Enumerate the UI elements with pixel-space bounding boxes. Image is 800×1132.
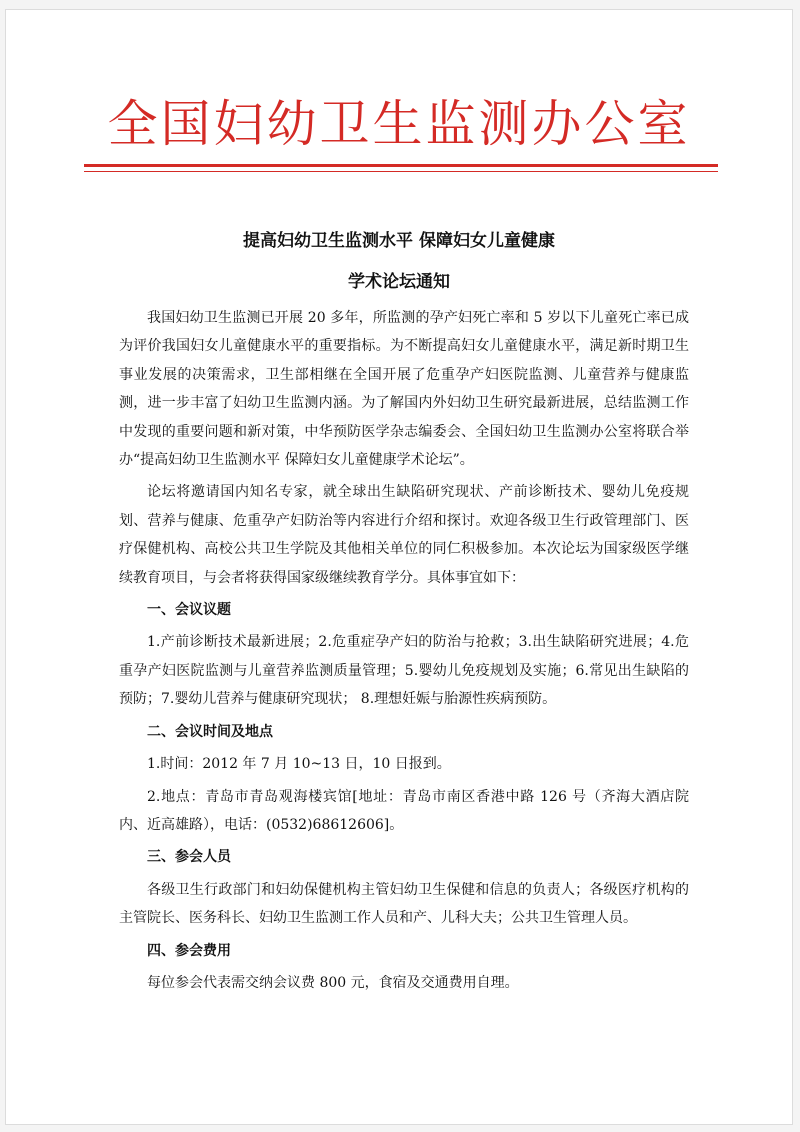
- notice-title-line2: 学术论坛通知: [348, 272, 450, 292]
- intro-paragraph-2: 论坛将邀请国内知名专家，就全球出生缺陷研究现状、产前诊断技术、婴幼儿免疫规划、营养与健康、危重孕产妇防治等内容进行介绍和探讨。欢迎各级卫生行政管理部门、医疗保健机构、高校公共卫生学院及其他相关单位的同仁积极参加。本次论坛为国家级医学继续教育项目，与会者将获得国家级继续教育学分。具体事宜如下：: [119, 484, 689, 586]
- intro-paragraph-1: 我国妇幼卫生监测已开展 20 多年，所监测的孕产妇死亡率和 5 岁以下儿童死亡率已成为评价我国妇女儿童健康水平的重要指标。为不断提高妇女儿童健康水平，满足新时期卫生事业发展的决策需求，卫生部相继在全国开展了危重孕产妇医院监测、儿童营养与健康监测，进一步丰富了妇幼卫生监测内涵。为了解国内外妇幼卫生研究最新进展，总结监测工作中发现的重要问题和新对策，中华预防医学杂志编委会、全国妇幼卫生监测办公室将联合举办“提高妇幼卫生监测水平 保障妇女儿童健康学术论坛”。: [119, 310, 689, 469]
- section-heading-time-place: 二、会议时间及地点: [147, 723, 273, 740]
- section-heading-attendees: 三、参会人员: [147, 849, 231, 866]
- masthead-rule-thin: [84, 171, 718, 172]
- notice-title-line1: 提高妇幼卫生监测水平 保障妇女儿童健康: [243, 231, 555, 251]
- section-heading-fees: 四、参会费用: [147, 942, 231, 959]
- attendees-paragraph: 各级卫生行政部门和妇幼保健机构主管妇幼卫生保健和信息的负责人；各级医疗机构的主管院长、医务科长、妇幼卫生监测工作人员和产、儿科大夫；公共卫生管理人员。: [119, 881, 689, 927]
- topics-paragraph: 1.产前诊断技术最新进展；2.危重症孕产妇的防治与抢救；3.出生缺陷研究进展；4.危重孕产妇医院监测与儿童营养监测质量管理；5.婴幼儿免疫规划及实施；6.常见出生缺陷的预防；7.婴幼儿营养与健康研究现状； 8.理想妊娠与胎源性疾病预防。: [119, 634, 689, 708]
- section-heading-topics: 一、会议议题: [147, 602, 231, 619]
- place-paragraph: 2.地点：青岛市青岛观海楼宾馆[地址：青岛市南区香港中路 126 号（齐海大酒店院内、近高雄路），电话：(0532)68612606]。: [119, 788, 689, 833]
- document-page: [6, 10, 792, 1124]
- masthead-rule-thick: [84, 164, 718, 167]
- notice-body: [119, 304, 689, 1001]
- masthead-title: 全国妇幼卫生监测办公室: [107, 95, 691, 153]
- fees-paragraph: 每位参会代表需交纳会议费 800 元，食宿及交通费用自理。: [147, 974, 519, 991]
- time-paragraph: 1.时间：2012 年 7 月 10~13 日，10 日报到。: [147, 756, 451, 773]
